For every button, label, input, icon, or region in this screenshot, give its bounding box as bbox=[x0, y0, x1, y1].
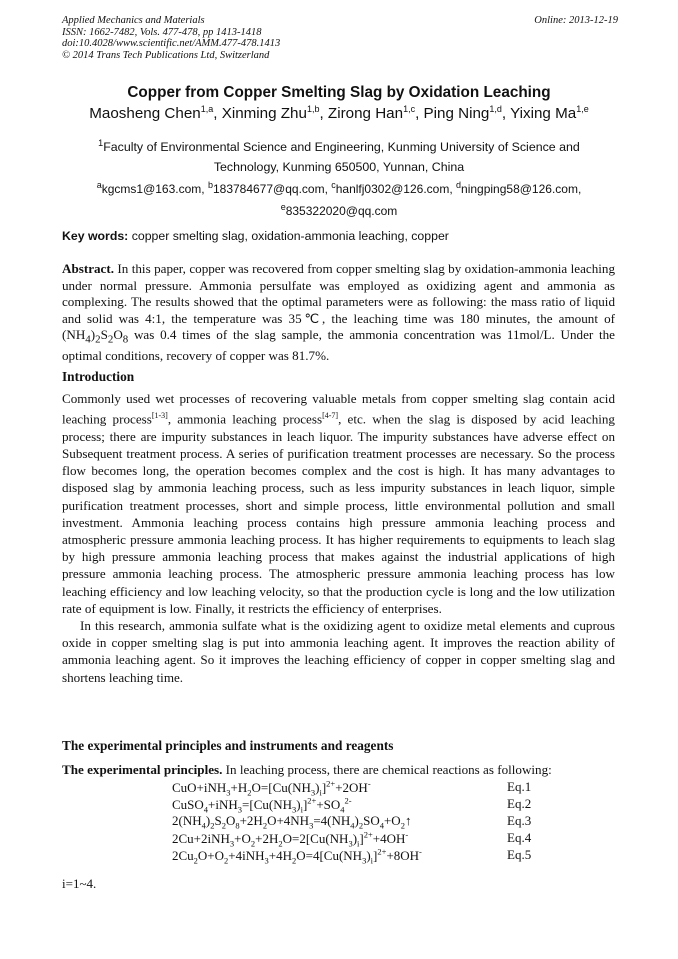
abstract-text: In this paper, copper was recovered from copper smelting slag by oxidation-ammonia leaching under normal pressure. Ammonia persulfate was employed as oxidizing agent and ammonia as complexing. The results showed that the optimal parameters were as following: the mass ratio of liquid and solid was 4:1, the temperature was 35℃, the leaching time was 180 minutes, the amount of (NH bbox=[62, 261, 615, 342]
subscript: 2 bbox=[224, 855, 229, 866]
subscript: 2 bbox=[358, 820, 364, 831]
equation-number: Eq.4 bbox=[507, 830, 532, 845]
subscript: i bbox=[300, 804, 303, 815]
equation-formula bbox=[172, 847, 422, 866]
abstract-text-2: was 0.4 times of the slag sample, the ammonia concentration was 11mol/L. Under the optimal conditions, recovery of copper was 81.7%. bbox=[62, 327, 615, 364]
author-list: Maosheng Chen$^{1,a}$, Xinming Zhu$^{1,b}$, Zirong Han$^{1,c}$, Ping Ning$^{1,d}$, Yixing Ma$^{1,e}$ bbox=[89, 104, 589, 123]
formula-part: O+O bbox=[197, 848, 225, 864]
subscript: 3 bbox=[291, 804, 297, 815]
superscript: 2- bbox=[344, 796, 352, 806]
subscript: i bbox=[357, 838, 360, 849]
email-address: ningping58@126.com, bbox=[461, 182, 582, 196]
formula-part: ] bbox=[373, 848, 378, 864]
introduction-body bbox=[62, 390, 615, 686]
equation-formula bbox=[172, 813, 412, 831]
affiliation-line-1: Faculty of Environmental Science and Engineering, Kunming University of Science and bbox=[103, 140, 580, 155]
abstract bbox=[62, 261, 615, 365]
subscript: 2 bbox=[247, 787, 252, 798]
section-heading-introduction: Introduction bbox=[62, 369, 135, 384]
author-affiliation-mark: 1,a bbox=[200, 104, 214, 114]
copyright-line: © 2014 Trans Tech Publications Ltd, Switzerland bbox=[62, 49, 270, 61]
superscript: 2+ bbox=[363, 830, 373, 840]
citation: [1-3] bbox=[151, 411, 168, 421]
equation-formula bbox=[172, 830, 409, 849]
formula-part: CuSO bbox=[172, 797, 204, 813]
citation: [4-7] bbox=[322, 411, 339, 421]
subscript: 2 bbox=[400, 820, 405, 831]
subscript: 2 bbox=[292, 855, 297, 866]
subscript: 3 bbox=[229, 838, 235, 849]
equation-formula bbox=[172, 779, 371, 798]
formula-part: +2H bbox=[255, 831, 279, 847]
superscript: - bbox=[405, 830, 409, 840]
subscript: 4 bbox=[203, 804, 209, 815]
keywords-label: Key words: bbox=[62, 229, 129, 243]
subscript: 4 bbox=[85, 333, 91, 346]
paragraph-text: , ammonia leaching process bbox=[167, 411, 323, 427]
paper-title: Copper from Copper Smelting Slag by Oxidation Leaching bbox=[127, 84, 551, 101]
subscript: 8 bbox=[235, 820, 240, 831]
subscript: 4 bbox=[379, 820, 384, 831]
subscript: 8 bbox=[122, 333, 129, 346]
superscript: 2+ bbox=[326, 779, 336, 789]
subscript: 3 bbox=[309, 820, 314, 831]
formula-part: ) bbox=[366, 848, 371, 864]
formula-part: +4H bbox=[268, 848, 292, 864]
subscript: 2 bbox=[95, 333, 101, 346]
email-mark: b bbox=[207, 180, 213, 190]
index-range: i=1~4. bbox=[62, 876, 97, 891]
subscript: 3 bbox=[362, 855, 367, 866]
formula-part: ) bbox=[352, 831, 358, 847]
formula-part: =4(NH bbox=[313, 813, 351, 828]
affiliation bbox=[60, 133, 618, 177]
email-mark: e bbox=[280, 202, 286, 212]
subscript: 3 bbox=[264, 855, 269, 866]
equation bbox=[172, 830, 542, 849]
subscript: 2 bbox=[107, 333, 114, 346]
subscript: 3 bbox=[348, 838, 353, 849]
email-mark: c bbox=[331, 180, 336, 190]
equation bbox=[172, 813, 542, 829]
formula-part: +O bbox=[234, 831, 251, 847]
section-heading-principles: The experimental principles and instruments and reagents bbox=[62, 738, 394, 753]
formula-part: S bbox=[214, 813, 222, 828]
subscript: 3 bbox=[310, 787, 316, 798]
email-address: 835322020@qq.com bbox=[285, 204, 398, 218]
formula-part: O=[Cu(NH bbox=[251, 780, 311, 796]
superscript: 2+ bbox=[307, 796, 317, 806]
equation bbox=[172, 779, 542, 798]
author-name: Xinming Zhu bbox=[221, 105, 307, 123]
superscript: - bbox=[419, 847, 422, 857]
equation-number: Eq.1 bbox=[507, 779, 532, 794]
subscript: 4 bbox=[340, 804, 345, 815]
formula-part: +iNH bbox=[208, 797, 238, 813]
paragraph-text: Commonly used wet processes of recovering valuable metals from copper smelting slag contain acid leaching process bbox=[62, 391, 615, 427]
formula-part: +O bbox=[383, 813, 401, 828]
equation bbox=[172, 847, 542, 866]
formula-part: ) bbox=[90, 327, 96, 342]
equation-number: Eq.5 bbox=[507, 847, 532, 862]
subscript: i bbox=[319, 787, 322, 798]
email-mark: a bbox=[96, 180, 102, 190]
doi-line: doi:10.4028/www.scientific.net/AMM.477-478.1413 bbox=[62, 38, 281, 49]
subscript: 2 bbox=[278, 838, 283, 849]
formula-part: O bbox=[225, 813, 236, 828]
formula-part: O=2[Cu(NH bbox=[282, 831, 349, 847]
subscript: 3 bbox=[226, 787, 231, 798]
formula-part: +2OH bbox=[335, 780, 368, 796]
journal-header bbox=[62, 15, 618, 61]
equation-formula bbox=[172, 796, 352, 815]
paragraph-text: , etc. when the slag is disposed by acid leaching process; there are impurity substances in leach liquor. The impurity substances have adverse effect on Subsequent treatment process. A series of purification treatment processes are necessary. So the process flow becomes long, the operation becomes complex and the cost is high. It has many advantages to disposed slag by ammonia leaching process, such as less impurity substances in leach liquor, simple purification treatment processes, short and simple process, little environmental pollution and small investment. Ammonia leaching process contains high pressure ammonia leaching process and atmospheric pressure ammonia leaching process. It has higher requirements to equipments to leach slag by high pressure ammonia leaching process that makes against the industrial applications of high pressure ammonia leaching process. The atmospheric pressure ammonia leaching process has low leaching efficiency and low leaching velocity, so that the production cycle is long and the low utilization rate of equipment is low. Finally, it restricts the efficiency of enterprises. bbox=[62, 411, 615, 616]
paragraph: In this research, ammonia sulfate what is the oxidizing agent to oxidize metal elements and cuprous oxide in copper smelting slag is put into ammonia leaching agent. It improves the reaction ability of ammonia leaching agent. So it improves the leaching efficiency of copper in copper smelting slag and shortens leaching time. bbox=[62, 618, 615, 685]
online-date: Online: 2013-12-19 bbox=[534, 15, 618, 26]
email-mark: d bbox=[456, 180, 462, 190]
email-list bbox=[60, 176, 618, 220]
subscript: 4 bbox=[201, 820, 206, 831]
journal-name: Applied Mechanics and Materials bbox=[62, 15, 205, 26]
formula-part: ] bbox=[321, 780, 327, 796]
subscript: 2 bbox=[193, 855, 198, 866]
superscript: - bbox=[367, 779, 371, 789]
author-affiliation-mark: 1,e bbox=[576, 104, 589, 114]
author-affiliation-mark: 1,b bbox=[306, 104, 320, 114]
subscript: 2 bbox=[262, 820, 268, 831]
affiliation-line-2: Technology, Kunming 650500, Yunnan, China bbox=[213, 160, 465, 175]
formula-part: ) bbox=[315, 780, 320, 796]
author-affiliation-mark: 1,c bbox=[403, 104, 416, 114]
formula-part: ] bbox=[359, 831, 364, 847]
formula-part: 2Cu bbox=[172, 848, 194, 864]
formula-part: +SO bbox=[316, 797, 341, 813]
formula-part: ) bbox=[354, 813, 359, 828]
formula-part: CuO+iNH bbox=[172, 780, 227, 796]
author-name: Zirong Han bbox=[327, 105, 404, 123]
formula-part: O=4[Cu(NH bbox=[296, 848, 363, 864]
formula-part: +8OH bbox=[386, 848, 420, 864]
equation-number: Eq.2 bbox=[507, 796, 532, 811]
author-name: Ping Ning bbox=[423, 105, 490, 123]
author-affiliation-mark: 1,d bbox=[489, 104, 502, 114]
subscript: 4 bbox=[350, 820, 355, 831]
subscript: 2 bbox=[210, 820, 215, 831]
principles-label: The experimental principles. bbox=[62, 762, 223, 777]
formula-part: +2H bbox=[239, 813, 263, 828]
subscript: 2 bbox=[250, 838, 256, 849]
author-name: Maosheng Chen bbox=[89, 105, 201, 123]
formula-part: S bbox=[100, 327, 108, 342]
equation bbox=[172, 796, 542, 815]
subscript: 3 bbox=[237, 804, 243, 815]
formula-part: ) bbox=[205, 813, 211, 828]
formula-part: +H bbox=[230, 780, 248, 796]
formula-part: 2(NH bbox=[172, 813, 202, 828]
formula-part: +4iNH bbox=[228, 848, 265, 864]
formula-part: ) bbox=[296, 797, 301, 813]
affiliation-mark: 1 bbox=[98, 138, 104, 148]
formula-part: 2Cu+2iNH bbox=[172, 831, 230, 847]
author-name: Yixing Ma bbox=[510, 105, 577, 123]
abstract-label: Abstract. bbox=[62, 261, 114, 276]
formula-part: SO bbox=[363, 813, 380, 828]
principles-text: In leaching process, there are chemical reactions as following: bbox=[222, 762, 552, 777]
formula-part: O+4NH bbox=[267, 813, 310, 828]
formula-part: +4OH bbox=[372, 831, 406, 847]
subscript: 2 bbox=[221, 820, 226, 831]
formula-part: ↑ bbox=[404, 813, 412, 828]
paragraph bbox=[62, 390, 615, 617]
formula-part: O bbox=[113, 327, 123, 342]
issn-line: ISSN: 1662-7482, Vols. 477-478, pp 1413-1418 bbox=[62, 26, 262, 38]
keywords bbox=[62, 229, 622, 243]
formula-part: =[Cu(NH bbox=[242, 797, 292, 813]
principles-line bbox=[62, 762, 622, 778]
email-address: 183784677@qq.com, bbox=[212, 182, 332, 196]
equation-number: Eq.3 bbox=[507, 813, 532, 828]
formula-part: ] bbox=[302, 797, 308, 813]
email-address: hanlfj0302@126.com, bbox=[335, 182, 456, 196]
subscript: i bbox=[370, 855, 374, 866]
email-address: kgcms1@163.com, bbox=[101, 182, 208, 196]
superscript: 2+ bbox=[377, 847, 387, 857]
keywords-text: copper smelting slag, oxidation-ammonia leaching, copper bbox=[128, 229, 449, 243]
